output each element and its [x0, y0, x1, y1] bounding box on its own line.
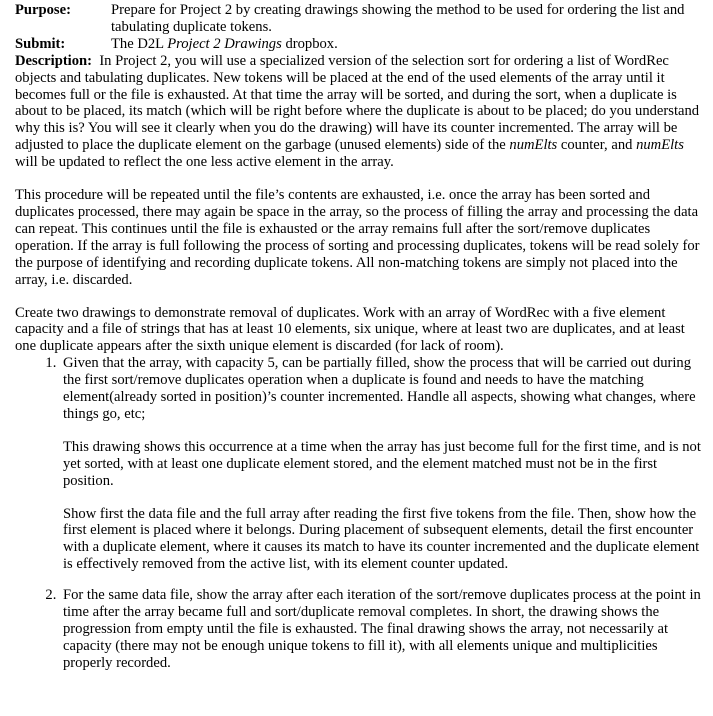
- description-label: Description:: [15, 52, 93, 69]
- drawings-paragraph: Create two drawings to demonstrate removal of duplicates. Work with an array of WordRec with a five element capacity and a file of strings that has at least 10 elements, six unique, where at least two are duplicates, and at least one duplicate appears after the sixth unique element is discarded (for lack of room).: [15, 304, 685, 355]
- description-text-c: will be updated to reflect the one less active element in the array.: [15, 154, 394, 171]
- item-2-text: 2. For the same data file, show the array after each iteration of the sort/remove duplicates process at the point in time after the array became full and sort/duplicate removal completes. In short, the drawing shows the progression from empty until the file is exhausted. The final drawing shows the array, not necessarily at capacity (there may not be enough unique tokens to fill it), with all elements unique and multiplicities properly recorded.: [63, 587, 701, 671]
- description-text-a: In Project 2, you will use a specialized version of the selection sort for ordering a list of WordRec objects and tabulating duplicates. New tokens will be placed at the end of the used elements of the array until it becomes full or the file is exhausted. At that time the array will be sorted, and during the sort, when a duplicate is about to be placed, its match (which will be right before where the duplicate is about to be placed; do you understand why this is? You will see it clearly when you do the drawing) will have its counter incremented. The array will be adjusted to place the duplicate element on the garbage (unused elements) side of the: [15, 52, 700, 154]
- list-item: [60, 355, 705, 573]
- purpose-text: Prepare for Project 2 by creating drawings showing the method to be used for ordering the list and tabulating duplicate tokens.: [111, 2, 685, 35]
- submit-label: Submit:: [15, 35, 66, 52]
- description-paragraph: [15, 53, 705, 171]
- list-item: [60, 587, 705, 672]
- submit-row: [15, 36, 705, 53]
- dropbox-name: Project 2 Drawings: [167, 35, 282, 52]
- item-1-sub-paragraph-2: Show first the data file and the full array after reading the first five tokens from the file. Then, show how the first element is placed where it belongs. During placement of subsequent elements, detail the first encounter with a duplicate element, where it causes its match to have its counter incremented and the duplicate element is effectively removed from the active list, with its element counter updated.: [63, 505, 700, 573]
- procedure-paragraph: This procedure will be repeated until the file’s contents are exhausted, i.e. once the array has been sorted and duplicates processed, there may again be space in the array, so the process of filling the array and processing the data can repeat. This continues until the file is exhausted or the array remains full after the sort/remove duplicates operation. If the array is full following the process of sorting and processing duplicates, tokens will be read solely for the purpose of identifying and recording duplicate tokens. All non-matching tokens are simply not placed into the array, i.e. discarded.: [15, 187, 700, 288]
- drawing-list: [15, 355, 705, 672]
- submit-text-pre: The D2L: [111, 35, 168, 52]
- submit-text: [111, 36, 705, 53]
- purpose-label: Purpose:: [15, 2, 71, 18]
- numelts-term-1: numElts: [509, 137, 558, 154]
- numelts-term-2: numElts: [636, 137, 684, 154]
- description-text-b: counter, and: [557, 137, 637, 154]
- item-1-text: 1. Given that the array, with capacity 5, can be partially filled, show the process that will be carried out during the first sort/remove duplicates operation when a duplicate is found and needs to have the matching element(already sorted in position)’s counter incremented. Handle all aspects, showing what changes, where things go, etc;: [63, 355, 696, 422]
- purpose-row: [15, 2, 705, 36]
- submit-text-post: dropbox.: [281, 35, 338, 52]
- item-1-sub-paragraph-1: This drawing shows this occurrence at a time when the array has just become full for the first time, and is not yet sorted, with at least one duplicate element stored, and the element matched must not be in the first position.: [63, 438, 701, 489]
